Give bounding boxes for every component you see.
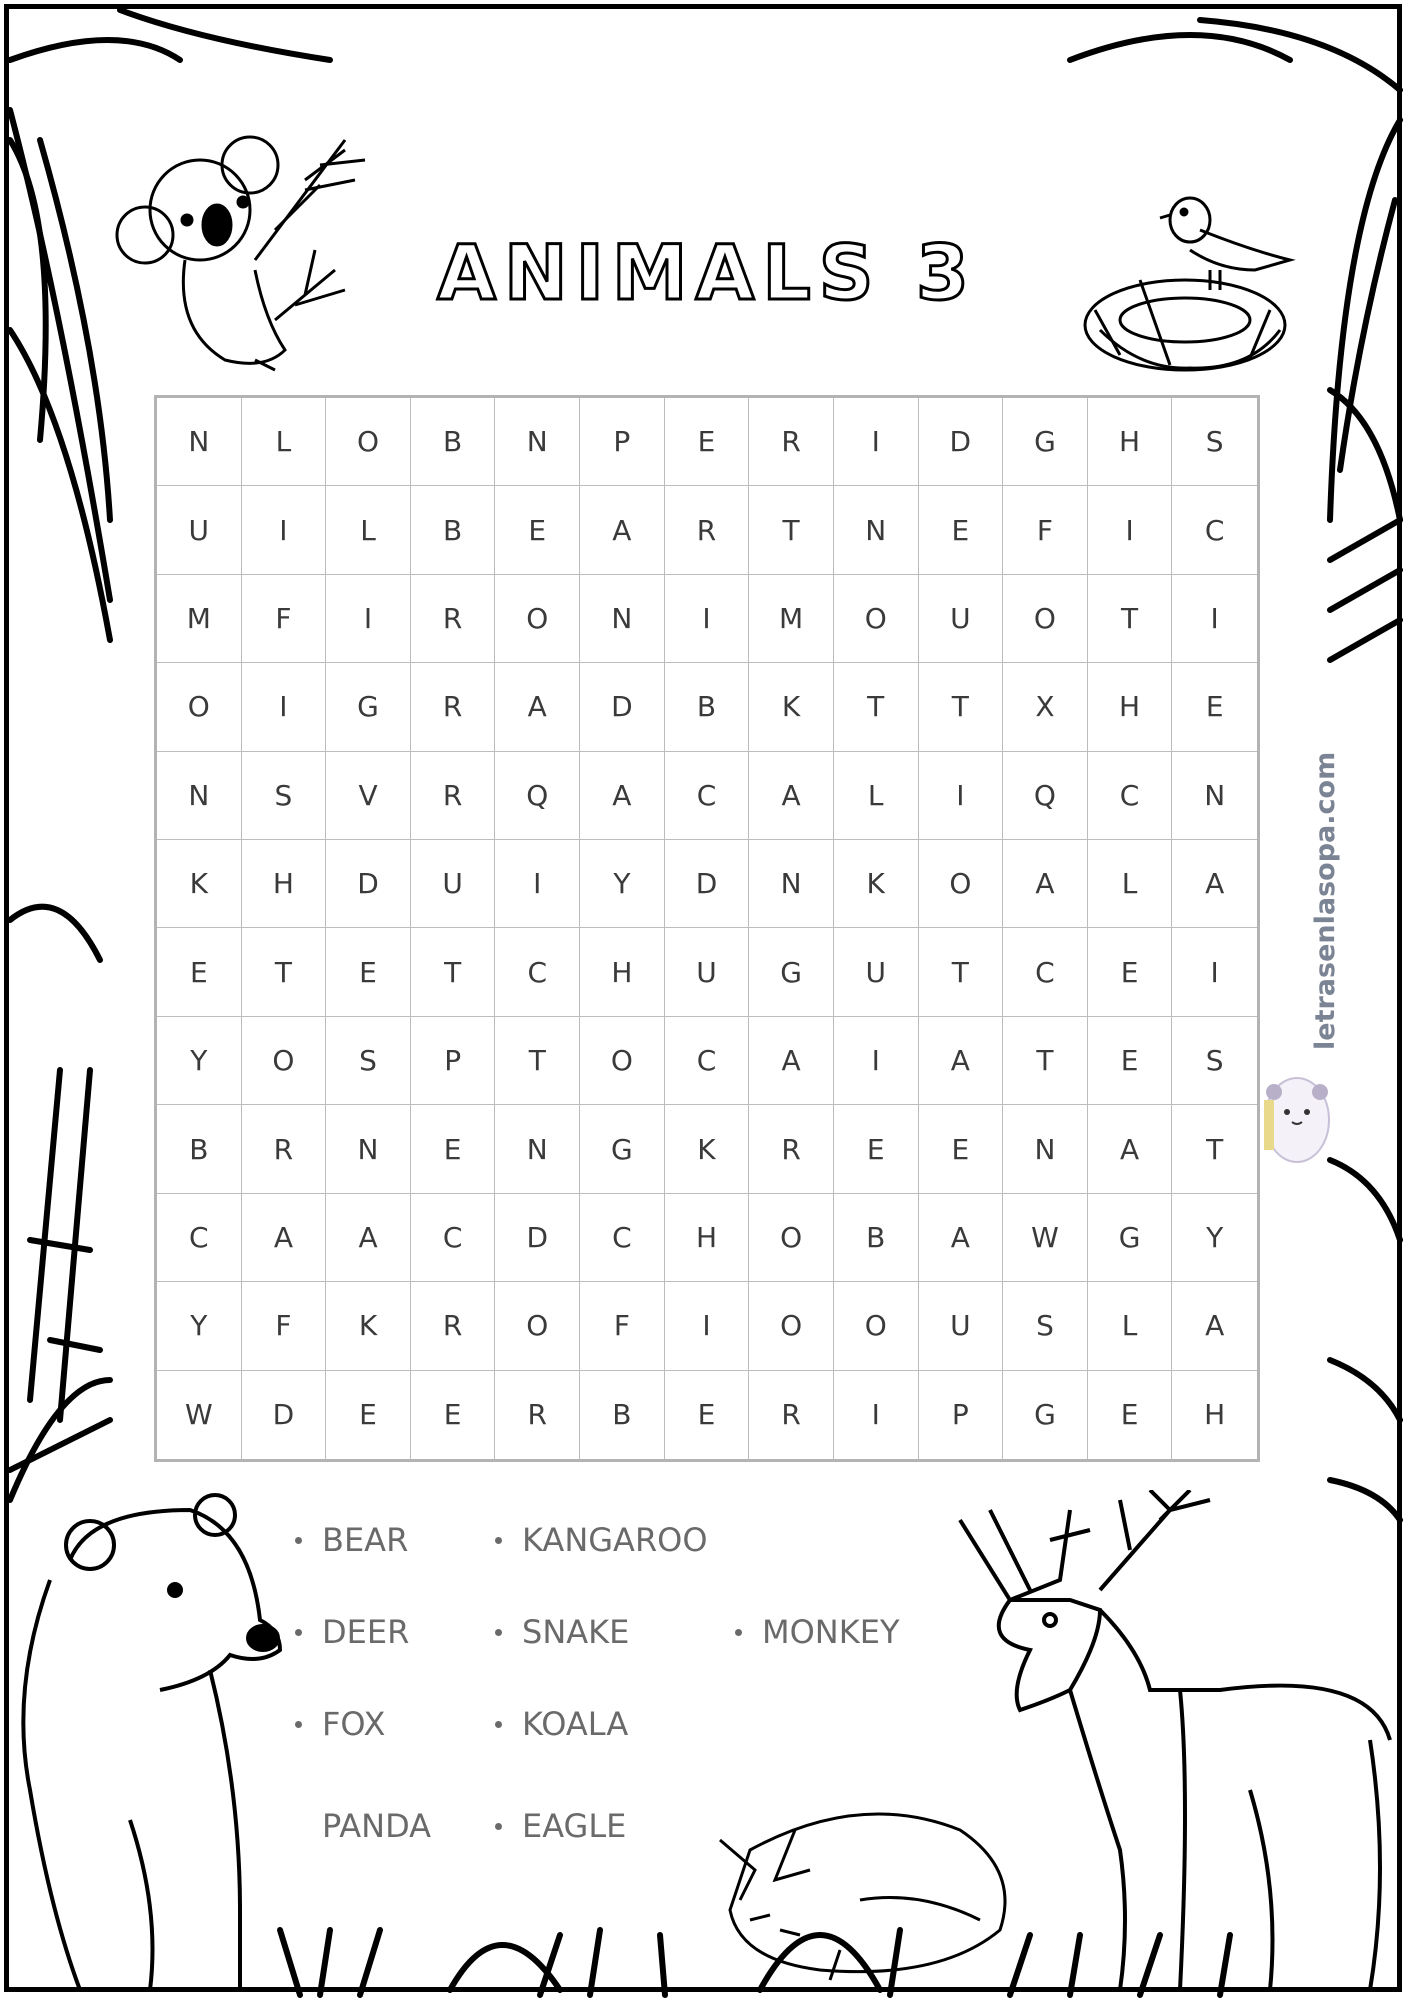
grid-cell[interactable]: R [749,398,834,486]
grid-cell[interactable]: T [1088,575,1173,663]
grid-cell[interactable]: I [834,1371,919,1459]
bullet-icon [495,1721,502,1728]
grid-cell[interactable]: O [834,575,919,663]
grid-cell[interactable]: G [1088,1194,1173,1282]
grid-cell[interactable]: G [749,928,834,1016]
grid-cell[interactable]: D [495,1194,580,1282]
grid-cell[interactable]: E [411,1371,496,1459]
grid-cell[interactable]: B [411,398,496,486]
grid-cell[interactable]: A [580,752,665,840]
grid-cell[interactable]: K [749,663,834,751]
grid-cell[interactable]: D [665,840,750,928]
grid-cell[interactable]: A [242,1194,327,1282]
grid-cell[interactable]: F [1003,486,1088,574]
grid-cell[interactable]: E [1088,1371,1173,1459]
grid-cell[interactable]: H [1088,398,1173,486]
grid-cell[interactable]: L [242,398,327,486]
grid-cell[interactable]: U [665,928,750,1016]
grid-cell[interactable]: N [326,1105,411,1193]
fox-icon [700,1790,1020,1990]
grid-cell[interactable]: O [919,840,1004,928]
grid-cell[interactable]: E [834,1105,919,1193]
grid-cell[interactable]: G [1003,398,1088,486]
grid-cell[interactable]: H [1088,663,1173,751]
grid-cell[interactable]: F [580,1282,665,1370]
grid-cell[interactable]: O [580,1017,665,1105]
grid-cell[interactable]: G [1003,1371,1088,1459]
grid-cell[interactable]: H [242,840,327,928]
grid-cell[interactable]: I [1172,928,1257,1016]
grid-cell[interactable]: A [919,1194,1004,1282]
grid-cell[interactable]: T [495,1017,580,1105]
grid-cell[interactable]: N [495,398,580,486]
grid-cell[interactable]: D [580,663,665,751]
grid-cell[interactable]: K [326,1282,411,1370]
grid-cell[interactable]: O [834,1282,919,1370]
grid-cell[interactable]: I [919,752,1004,840]
grid-cell[interactable]: I [1088,486,1173,574]
grid-cell[interactable]: O [157,663,242,751]
grid-cell[interactable]: C [495,928,580,1016]
grid-cell[interactable]: M [749,575,834,663]
grid-cell[interactable]: E [665,398,750,486]
grid-cell[interactable]: O [242,1017,327,1105]
grid-cell[interactable]: R [749,1371,834,1459]
grid-cell[interactable]: Q [1003,752,1088,840]
grid-cell[interactable]: N [749,840,834,928]
word-list-item: PANDA [322,1807,432,1845]
bullet-icon [735,1629,742,1636]
grid-cell[interactable]: G [580,1105,665,1193]
grid-cell[interactable]: S [242,752,327,840]
grid-cell[interactable]: L [326,486,411,574]
grid-cell[interactable]: I [495,840,580,928]
bullet-icon [495,1537,502,1544]
grid-cell[interactable]: T [242,928,327,1016]
grid-cell[interactable]: N [580,575,665,663]
grid-cell[interactable]: N [157,752,242,840]
grid-cell[interactable]: E [919,1105,1004,1193]
grid-cell[interactable]: E [919,486,1004,574]
grid-cell[interactable]: C [580,1194,665,1282]
grid-cell[interactable]: P [580,398,665,486]
grid-cell[interactable]: T [1172,1105,1257,1193]
grid-cell[interactable]: T [1003,1017,1088,1105]
grid-cell[interactable]: S [1172,1017,1257,1105]
grid-cell[interactable]: A [1172,840,1257,928]
grid-cell[interactable]: T [834,663,919,751]
grid-cell[interactable]: Q [495,752,580,840]
grid-cell[interactable]: T [919,928,1004,1016]
grid-cell[interactable]: B [834,1194,919,1282]
grid-cell[interactable]: S [326,1017,411,1105]
grid-cell[interactable]: S [1172,398,1257,486]
grid-cell[interactable]: I [834,398,919,486]
grid-cell[interactable]: C [1088,752,1173,840]
grid-cell[interactable]: P [411,1017,496,1105]
word-search-grid [154,395,1260,1462]
word-list-item: MONKEY [762,1613,900,1651]
grid-cell[interactable]: R [411,663,496,751]
grid-cell[interactable]: S [1003,1282,1088,1370]
word-list-item: BEAR [322,1521,409,1559]
grid-cell[interactable]: U [834,928,919,1016]
grid-cell[interactable]: A [749,752,834,840]
grid-cell[interactable]: O [495,575,580,663]
bullet-icon [495,1823,502,1830]
grid-cell[interactable]: E [1172,663,1257,751]
grid-cell[interactable]: K [665,1105,750,1193]
grid-cell[interactable]: O [1003,575,1088,663]
grid-cell[interactable]: I [665,1282,750,1370]
page-title: ANIMALS 3 [437,228,977,317]
bullet-icon [495,1629,502,1636]
grid-cell[interactable]: A [749,1017,834,1105]
site-watermark: letrasenlasopa.com [1310,751,1341,1050]
grid-cell[interactable]: N [1003,1105,1088,1193]
grid-cell[interactable]: U [157,486,242,574]
grid-cell[interactable]: H [1204,1398,1226,1432]
grid-cell[interactable]: R [749,1105,834,1193]
grid-cell[interactable]: L [834,752,919,840]
grid-cell[interactable]: F [242,1282,327,1370]
grid-cell[interactable]: A [919,1017,1004,1105]
grid-cell[interactable]: C [665,752,750,840]
grid-cell[interactable]: Y [157,1017,242,1105]
grid-cell[interactable]: U [411,840,496,928]
grid-cell[interactable]: I [665,575,750,663]
grid-cell[interactable]: I [834,1017,919,1105]
grid-cell[interactable]: T [919,663,1004,751]
bear-icon [10,1490,310,1995]
grid-cell[interactable]: H [580,928,665,1016]
grid-cell[interactable]: E [157,928,242,1016]
word-list-item: SNAKE [522,1613,630,1651]
grid-cell[interactable]: E [326,928,411,1016]
grid-cell[interactable]: C [411,1194,496,1282]
bullet-icon [295,1537,302,1544]
grid-cell[interactable]: E [1088,928,1173,1016]
grid-cell[interactable]: E [411,1105,496,1193]
grid-cell[interactable]: O [749,1194,834,1282]
grid-cell[interactable]: I [326,575,411,663]
grid-cell[interactable]: A [1003,840,1088,928]
grid-cell[interactable]: O [326,398,411,486]
grid-cell[interactable]: R [411,752,496,840]
grid-cell[interactable]: D [326,840,411,928]
grid-cell[interactable]: N [1172,752,1257,840]
grid-cell[interactable]: F [242,575,327,663]
word-list-item: FOX [322,1705,386,1743]
grid-cell[interactable]: V [326,752,411,840]
bullet-icon [295,1629,302,1636]
grid-cell[interactable]: I [242,663,327,751]
grid-cell[interactable]: C [1172,486,1257,574]
grid-cell[interactable]: X [1003,663,1088,751]
grid-cell[interactable]: R [411,1282,496,1370]
word-list-item: EAGLE [522,1807,627,1845]
grid-cell[interactable]: L [1088,840,1173,928]
grid-cell[interactable]: K [157,840,242,928]
word-list-item: KANGAROO [522,1521,708,1559]
grid-cell[interactable]: K [834,840,919,928]
word-list-item: KOALA [522,1705,629,1743]
grid-cell[interactable]: Y [1172,1194,1257,1282]
grid-cell[interactable]: A [495,663,580,751]
grid-cell[interactable]: M [157,575,242,663]
grid-cell[interactable]: B [411,486,496,574]
grid-cell[interactable]: R [242,1105,327,1193]
grid-cell[interactable]: A [1088,1105,1173,1193]
grid-cell[interactable]: W [1003,1194,1088,1282]
grid-cell[interactable]: L [1088,1282,1173,1370]
grid-cell[interactable]: H [665,1194,750,1282]
grid-cell[interactable]: N [157,398,242,486]
grid-cell[interactable]: T [749,486,834,574]
grid-cell[interactable]: A [580,486,665,574]
grid-cell[interactable]: E [665,1371,750,1459]
grid-cell[interactable]: D [242,1371,327,1459]
grid-cell[interactable]: C [665,1017,750,1105]
grid-cell[interactable]: A [326,1194,411,1282]
panda-mascot-icon [1262,1070,1337,1165]
grid-cell[interactable]: R [495,1371,580,1459]
grid-cell[interactable]: O [495,1282,580,1370]
grid-cell[interactable]: O [749,1282,834,1370]
bullet-icon [295,1721,302,1728]
grid-cell[interactable]: R [665,486,750,574]
grid-cell[interactable]: C [157,1194,242,1282]
grid-cell[interactable]: R [411,575,496,663]
grid-cell[interactable]: U [919,1282,1004,1370]
grid-cell[interactable]: I [1172,575,1257,663]
grid-cell[interactable]: W [157,1371,242,1459]
grid-cell[interactable]: E [495,486,580,574]
grid-cell[interactable]: B [665,663,750,751]
grid-cell[interactable]: N [495,1105,580,1193]
grid-cell[interactable]: I [242,486,327,574]
grid-cell[interactable]: U [919,575,1004,663]
grid-cell[interactable]: Y [157,1282,242,1370]
grid-cell[interactable]: T [411,928,496,1016]
grid-cell[interactable]: B [157,1105,242,1193]
grid-cell[interactable]: G [326,663,411,751]
grid-cell[interactable]: E [1088,1017,1173,1105]
grid-cell[interactable]: C [1003,928,1088,1016]
grid-cell[interactable]: P [919,1371,1004,1459]
grid-cell[interactable]: N [834,486,919,574]
grid-cell[interactable]: Y [580,840,665,928]
word-list-item: DEER [322,1613,410,1651]
grid-cell[interactable]: B [580,1371,665,1459]
grid-cell[interactable]: E [326,1371,411,1459]
grid-cell[interactable]: A [1172,1282,1257,1370]
grid-cell[interactable]: D [919,398,1004,486]
